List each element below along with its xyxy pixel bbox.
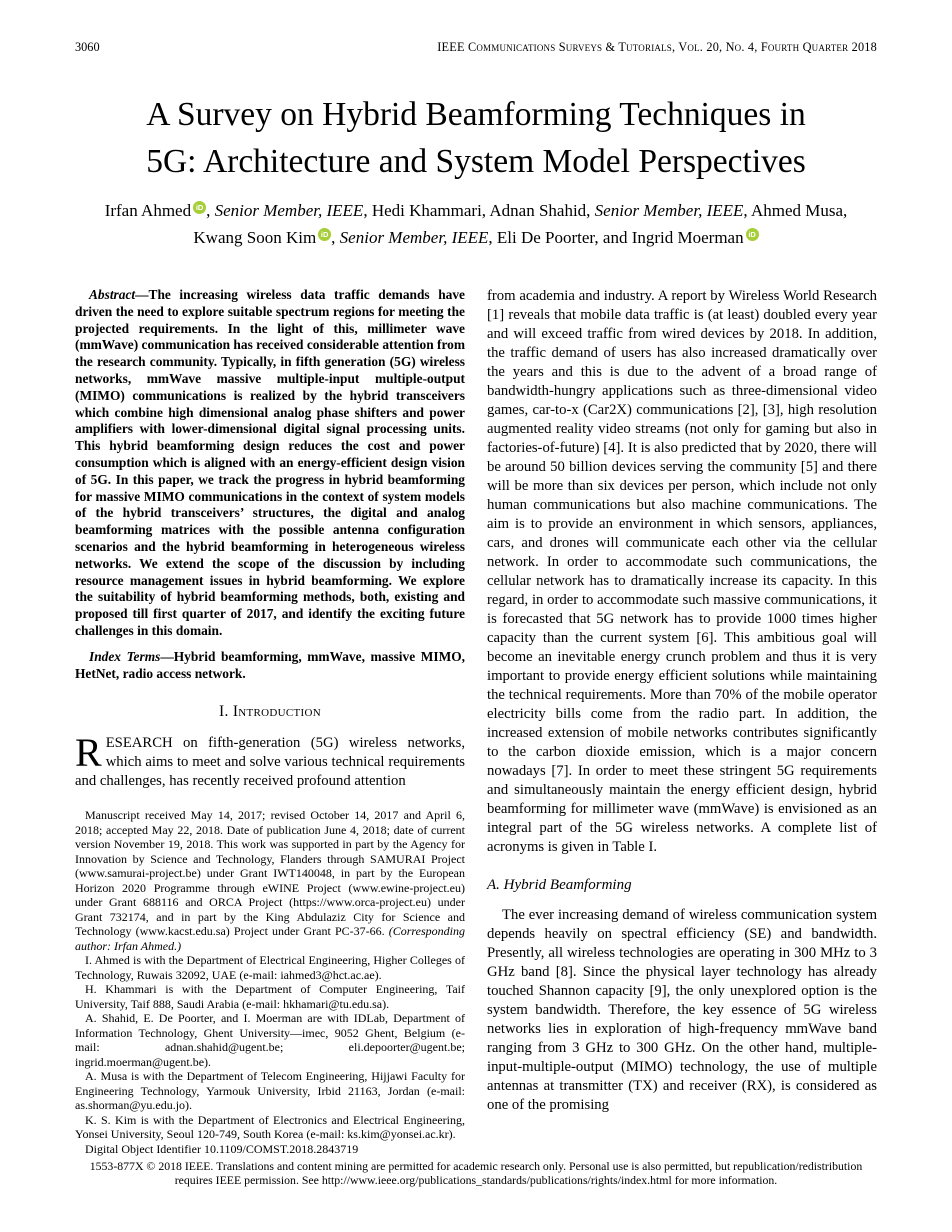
text-segment: Irfan Ahmed bbox=[104, 201, 192, 220]
index-terms-label: Index Terms bbox=[89, 648, 161, 664]
paper-title-line-2: 5G: Architecture and System Model Perspectives bbox=[146, 143, 806, 180]
author-line-1 bbox=[75, 197, 877, 224]
index-terms-text: —Hybrid beamforming, mmWave, massive MIMO, HetNet, radio access network. bbox=[75, 648, 465, 681]
text-segment: , Ahmed Musa, bbox=[743, 201, 848, 220]
hybrid-beamforming-paragraph: The ever increasing demand of wireless communication system depends heavily on spectral efficiency (SE) and bandwidth. Presently, all wireless technologies are operating in 300 MHz to 3 GHz band [8]. Since the physical layer technology has already touched Shannon capacity [9], the only unexplored option is the system bandwidth. Therefore, the key essence of 5G wireless networks lies in exploration of high-frequency mmWave band ranging from 3 GHz to 300 GHz. On the other hand, multiple-input-multiple-output (MIMO) technology, the use of multiple antennas at transmitter (TX) and receiver (RX), is considered as one of the promising bbox=[487, 907, 877, 1113]
text-segment: H. Khammari is with the Department of Computer Engineering, Taif University, Taif 888, Saudi Arabia (e-mail: hkhamari@tu.edu.sa). bbox=[75, 982, 465, 1011]
text-segment: Senior Member, IEEE bbox=[214, 201, 364, 220]
text-segment: K. S. Kim is with the Department of Electronics and Electrical Engineering, Yonsei University, Seoul 120-749, South Korea (e-mail: ks.kim@yonsei.ac.kr). bbox=[75, 1112, 465, 1142]
orcid-icon[interactable]: iD bbox=[746, 228, 759, 241]
abstract-text: —The increasing wireless data traffic demands have driven the need to explore suitable spectrum regions for meeting the projected requirements. In the light of this, millimeter wave (mmWave) communication has received considerable attention from the research community. Typically, in fifth generation (5G) wireless networks, mmWave massive multiple-input multiple-output (MIMO) communications is realized by the hybrid transceivers which combine high dimensional analog phase shifters and power amplifiers with lower-dimensional digital signal processing units. This hybrid beamforming design reduces the cost and power consumption which is aligned with an energy-efficient design vision of 5G. In this paper, we track the progress in hybrid beamforming for massive MIMO communications in the context of system models of the hybrid transceivers’ structures, the digital and analog beamforming matrices with the possible antenna configuration scenarios and the hybrid beamforming in heterogeneous wireless networks. We extend the scope of the discussion by including resource management issues in hybrid beamforming. We explore the suitability of hybrid beamforming methods, both, existing and proposed till first quarter of 2017, and identify the exciting future challenges in this domain. bbox=[75, 287, 466, 638]
orcid-icon[interactable]: iD bbox=[193, 201, 206, 214]
author-line-2 bbox=[75, 224, 877, 251]
footnote-paragraph bbox=[75, 1142, 465, 1157]
text-segment: , Eli De Poorter, and Ingrid Moerman bbox=[488, 228, 744, 247]
intro-paragraph-text: ESEARCH on fifth-generation (5G) wireless networks, which aims to meet and solve various technical requirements and challenges, has recently received profound attention bbox=[75, 735, 465, 790]
section-heading-introduction bbox=[75, 703, 465, 721]
text-segment: A. Musa is with the Department of Telecom Engineering, Hijjawi Faculty for Engineering Technology, Yarmouk University, Irbid 21163, Jordan (e-mail: as.shorman@yu.edu.jo). bbox=[75, 1069, 465, 1113]
footnote-paragraph bbox=[75, 1113, 465, 1142]
section-title: Introduction bbox=[232, 703, 322, 721]
text-segment: Kwang Soon Kim bbox=[193, 228, 317, 247]
dropcap-letter: R bbox=[75, 730, 102, 776]
paper-title-line-1: A Survey on Hybrid Beamforming Techniques in bbox=[146, 96, 806, 133]
text-segment: (Corresponding author: Irfan Ahmed.) bbox=[75, 924, 465, 953]
intro-continuation-paragraph: from academia and industry. A report by Wireless World Research [1] reveals that mobile data traffic is (at least) doubled every year and will exceed traffic from wired devices by 2018. In addition, the traffic demand of users has also increased dramatically over the years and this is due to the advent of a broad range of bandwidth-hungry applications such as three-dimensional video games, car-to-x (Car2X) communications [2], [3], high resolution augmented reality video streams (not only for gaming but also in factories-of-future) [4]. It is also predicted that by 2020, there will be around 50 billion devices serving the community [5] and there will be more than six devices per person, which include not only human communications but also machine communications. The aim is to provide an environment in which sensors, appliances, cars, and drones will communicate each other via the cellular network. In order to accommodate such communications, the cellular network has to dramatically increase its capacity. In this regard, in order to accommodate such massive communications, it is forecasted that 5G network has to provide 1000 times higher capacity than the current system [6]. This ambitious goal will become an inevitable energy crunch problem and thus it is very important to provide energy efficient solutions while maintaining the technical requirements. More than 70% of the mobile operator electricity bills come from the radio part. In addition, the increased extension of mobile networks contributes significantly to the carbon dioxide emission, which is a major concern nowadays [7]. In order to meet these stringent 5G requirements and simultaneously maintain the energy efficient design, hybrid beamforming for millimeter wave (mmWave) is envisioned as an integral part of the 5G wireless networks. A complete list of acronyms is given in Table I. bbox=[487, 288, 877, 855]
right-column bbox=[487, 287, 877, 1156]
text-segment: Senior Member, IEEE bbox=[594, 201, 744, 220]
left-column bbox=[75, 287, 465, 1156]
running-header bbox=[75, 40, 877, 55]
text-segment: A. Shahid, E. De Poorter, and I. Moerman are with IDLab, Department of Information Technology, Ghent University—imec, 9052 Ghent, Belgium (e-mail: adnan.shahid@ugent.be; eli.depoorter@ugent.be; ingrid.moerman@ugent.be). bbox=[75, 1011, 465, 1069]
index-terms bbox=[75, 649, 465, 683]
first-page-footnotes bbox=[75, 808, 465, 1156]
text-segment: Senior Member, IEEE bbox=[339, 228, 489, 247]
page-number: 3060 bbox=[75, 40, 100, 54]
intro-paragraph bbox=[75, 730, 465, 791]
footnote-paragraph bbox=[75, 953, 465, 982]
subsection-heading-hybrid-beamforming: A. Hybrid Beamforming bbox=[487, 877, 632, 893]
text-segment: , bbox=[331, 228, 340, 247]
text-segment: I. Ahmed is with the Department of Electrical Engineering, Higher Colleges of Technology, Ruwais 32092, UAE (e-mail: iahmed3@hct.ac.ae). bbox=[75, 953, 465, 982]
abstract-label: Abstract bbox=[89, 287, 136, 302]
orcid-icon[interactable]: iD bbox=[318, 228, 331, 241]
author-list bbox=[75, 197, 877, 251]
text-segment: Manuscript received May 14, 2017; revised October 14, 2017 and April 6, 2018; accepted May 22, 2018. Date of publication June 4, 2018; date of current version November 19, 2018. This work was supported in part by the Agency for Innovation by Science and Technology, Flanders through SAMURAI Project (www.samurai-project.be) under Grant IWT140048, in part by the European Horizon 2020 Programme through eWINE Project (www.ewine-project.eu) under Grant 688116 and ORCA Project (https://www.orca-project.eu) under Grant 732174, and in part by the King Abdulaziz City for Science and Technology (www.kacst.edu.sa) Project under Grant PC-37-66. bbox=[75, 808, 465, 939]
paper-title bbox=[75, 91, 877, 185]
text-segment: , Hedi Khammari, Adnan Shahid, bbox=[363, 201, 595, 220]
footnote-paragraph bbox=[75, 1011, 465, 1069]
text-segment: , bbox=[206, 201, 215, 220]
two-column-body bbox=[75, 287, 877, 1156]
copyright-footer: 1553-877X © 2018 IEEE. Translations and content mining are permitted for academic research only. Personal use is also permitted, but republication/redistribution requires IEEE permission. See http://www.ieee.org/publications_standards/publications/rights/index.html for more information. bbox=[89, 1158, 863, 1188]
journal-header: IEEE Communications Surveys & Tutorials, Vol. 20, No. 4, Fourth Quarter 2018 bbox=[437, 40, 877, 54]
footnote-paragraph bbox=[75, 1069, 465, 1113]
section-number: I. bbox=[218, 703, 229, 721]
footnote-paragraph bbox=[75, 982, 465, 1011]
text-segment: Digital Object Identifier 10.1109/COMST.2018.2843719 bbox=[85, 1141, 359, 1156]
abstract bbox=[75, 287, 465, 640]
footnote-paragraph bbox=[75, 808, 465, 953]
